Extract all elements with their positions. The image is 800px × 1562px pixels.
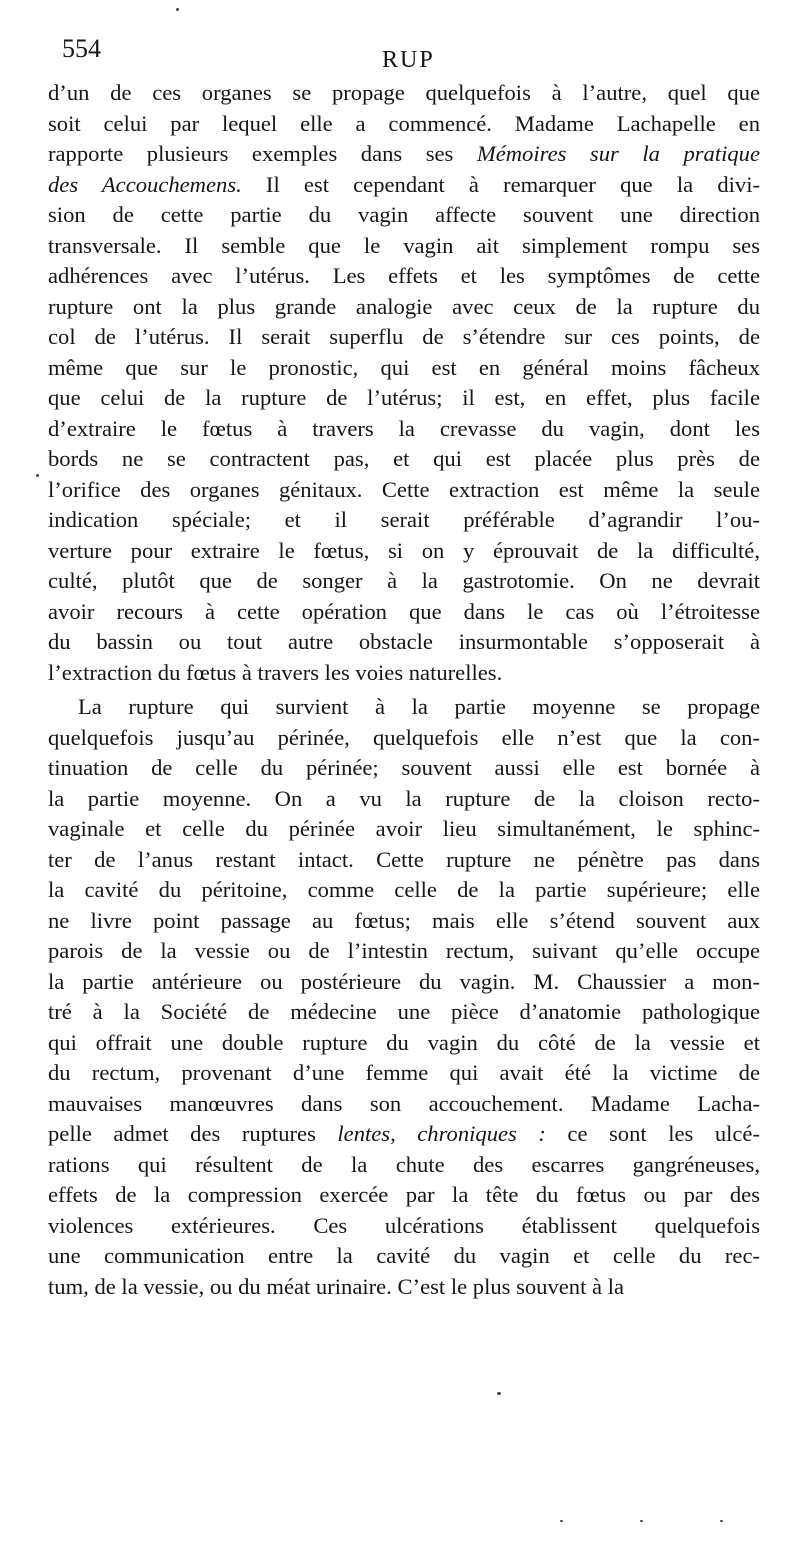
text-line: [48, 1241, 760, 1272]
text-run: que celui de la rupture de l’utérus; il est, en effet, plus facile: [48, 385, 760, 410]
text-run: ne livre point passage au fœtus; mais elle s’étend souvent aux: [48, 907, 760, 933]
text-line: [48, 1028, 760, 1059]
print-speck: [36, 474, 39, 477]
text-line: [48, 1211, 760, 1242]
text-line: [48, 566, 760, 597]
paragraph: [48, 692, 760, 1302]
text-line: [48, 906, 760, 937]
body-text: [48, 78, 760, 1302]
text-run: avoir recours à cette opération que dans le cas où l’étroitesse: [48, 598, 760, 624]
text-run: du rectum, provenant d’une femme qui avait été la victime de: [48, 1060, 760, 1085]
print-speck: [560, 1520, 563, 1522]
text-line: [48, 109, 760, 140]
text-line: [48, 1180, 760, 1211]
text-line: [48, 627, 760, 658]
italic-text: Mémoires sur la pratique: [476, 141, 761, 166]
italic-text: des Accouchemens.: [48, 171, 242, 197]
text-line: [48, 261, 760, 292]
text-run: tum, de la vessie, ou du méat urinaire. C’est le plus souvent à la: [48, 1273, 624, 1299]
text-line: [48, 692, 760, 723]
text-line: [48, 78, 760, 109]
text-line: [48, 1119, 760, 1150]
print-speck: [720, 1520, 723, 1522]
text-line: [48, 723, 760, 754]
text-line: [48, 753, 760, 784]
text-line: [48, 967, 760, 998]
text-line: [48, 139, 760, 170]
text-run: une communication entre la cavité du vagin et celle du rec-: [48, 1243, 760, 1268]
text-run: bords ne se contractent pas, et qui est placée plus près de: [48, 446, 760, 471]
text-line: [48, 658, 760, 689]
text-line: [48, 322, 760, 353]
text-line: [48, 200, 760, 231]
text-run: verture pour extraire le fœtus, si on y éprouvait de la difficulté,: [48, 537, 760, 563]
text-run: rupture ont la plus grande analogie avec ceux de la rupture du: [48, 293, 760, 319]
text-line: [48, 353, 760, 384]
text-line: [48, 1058, 760, 1089]
text-line: [48, 875, 760, 906]
text-run: la cavité du péritoine, comme celle de la partie supérieure; elle: [48, 877, 760, 902]
text-line: [48, 936, 760, 967]
text-run: même que sur le pronostic, qui est en général moins fâcheux: [48, 354, 760, 380]
text-line: [48, 1272, 760, 1303]
text-run: vaginale et celle du périnée avoir lieu simultanément, le sphinc-: [48, 816, 760, 841]
text-run: l’orifice des organes génitaux. Cette extraction est même la seule: [48, 476, 760, 502]
page-number: 554: [62, 34, 101, 63]
text-run: soit celui par lequel elle a commencé. Madame Lachapelle en: [48, 110, 760, 136]
text-run: ter de l’anus restant intact. Cette rupture ne pénètre pas dans: [48, 846, 760, 872]
text-run: ce sont les ulcé-: [545, 1121, 760, 1146]
text-line: [48, 414, 760, 445]
text-run: du bassin ou tout autre obstacle insurmontable s’opposerait à: [48, 629, 760, 654]
text-run: La rupture qui survient à la partie moyenne se propage: [78, 694, 760, 719]
text-line: [48, 997, 760, 1028]
text-run: pelle admet des ruptures: [48, 1121, 338, 1146]
text-run: d’un de ces organes se propage quelquefois à l’autre, quel que: [48, 80, 760, 105]
text-run: la partie moyenne. On a vu la rupture de la cloison recto-: [48, 785, 760, 811]
text-run: sion de cette partie du vagin affecte souvent une direction: [48, 202, 760, 227]
text-run: tré à la Société de médecine une pièce d’anatomie pathologique: [48, 999, 760, 1024]
text-run: tinuation de celle du périnée; souvent aussi elle est bornée à: [48, 755, 760, 780]
text-line: [48, 292, 760, 323]
text-line: [48, 1089, 760, 1120]
italic-text: lentes, chroniques :: [337, 1121, 546, 1146]
text-line: [48, 784, 760, 815]
print-speck: [640, 1520, 643, 1522]
text-run: qui offrait une double rupture du vagin du côté de la vessie et: [48, 1029, 760, 1055]
text-run: rapporte plusieurs exemples dans ses: [48, 141, 477, 166]
text-run: indication spéciale; et il serait préférable d’agrandir l’ou-: [48, 507, 760, 532]
text-line: [48, 231, 760, 262]
print-speck: [176, 8, 179, 11]
text-line: [48, 475, 760, 506]
running-head: RUP: [382, 47, 435, 73]
text-line: [48, 505, 760, 536]
text-run: Il est cependant à remarquer que la divi-: [241, 171, 760, 197]
text-run: rations qui résultent de la chute des escarres gangréneuses,: [48, 1151, 760, 1177]
text-line: [48, 536, 760, 567]
text-run: d’extraire le fœtus à travers la crevasse du vagin, dont les: [48, 415, 760, 441]
text-line: [48, 444, 760, 475]
paragraph: [48, 78, 760, 688]
text-line: [48, 170, 760, 201]
text-line: [48, 845, 760, 876]
text-line: [48, 597, 760, 628]
text-run: la partie antérieure ou postérieure du vagin. M. Chaussier a mon-: [48, 968, 760, 994]
text-run: quelquefois jusqu’au périnée, quelquefois elle n’est que la con-: [48, 724, 760, 750]
text-line: [48, 383, 760, 414]
text-run: transversale. Il semble que le vagin ait simplement rompu ses: [48, 232, 760, 258]
text-run: l’extraction du fœtus à travers les voies naturelles.: [48, 659, 503, 685]
text-run: culté, plutôt que de songer à la gastrotomie. On ne devrait: [48, 568, 760, 593]
text-line: [48, 814, 760, 845]
text-run: effets de la compression exercée par la tête du fœtus ou par des: [48, 1182, 760, 1207]
text-run: adhérences avec l’utérus. Les effets et les symptômes de cette: [48, 263, 760, 288]
text-run: parois de la vessie ou de l’intestin rectum, suivant qu’elle occupe: [48, 938, 760, 963]
text-run: mauvaises manœuvres dans son accouchement. Madame Lacha-: [48, 1090, 760, 1116]
text-line: [48, 1150, 760, 1181]
text-run: violences extérieures. Ces ulcérations établissent quelquefois: [48, 1212, 760, 1238]
text-run: col de l’utérus. Il serait superflu de s’étendre sur ces points, de: [48, 324, 760, 349]
print-speck: [497, 1392, 501, 1395]
